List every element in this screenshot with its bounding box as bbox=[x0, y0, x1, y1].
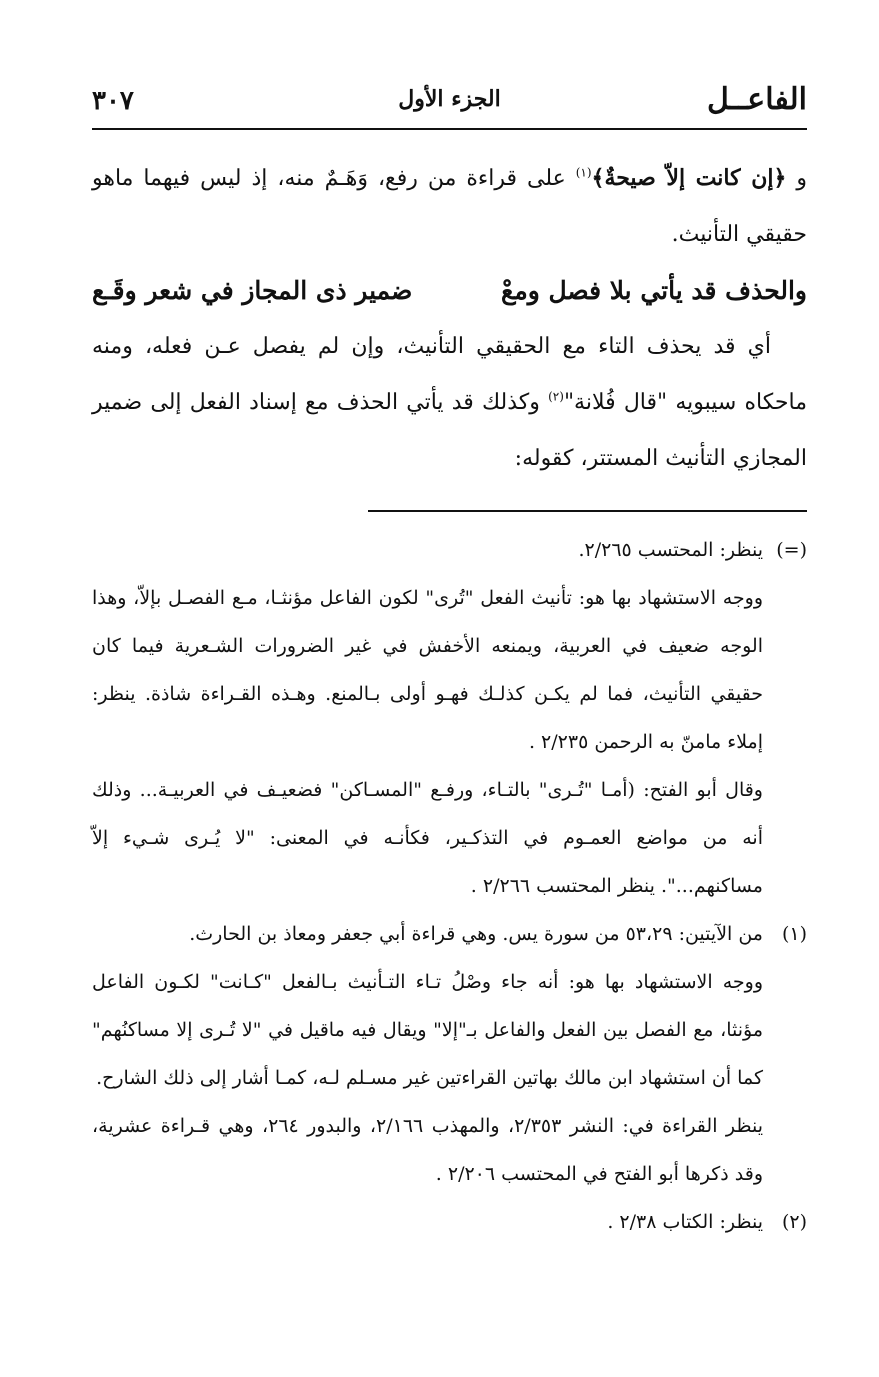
volume-title: الجزء الأول bbox=[398, 86, 501, 112]
footnotes bbox=[92, 526, 807, 1246]
verse-first-hemistich: والحذف قد يأتي بلا فصل ومعْ bbox=[501, 276, 807, 305]
footnote-body bbox=[92, 526, 763, 910]
paragraph-commentary bbox=[92, 319, 807, 487]
footnote-paragraph: وقال أبو الفتح: (أمـا "تُـرى" بالتـاء، ورفـع "المسـاكن" فضعيـف في العربيـة... وذلك أنه من مواضع العمـوم في التذكـير، فكأنـه في المعنى: "لا يُـرى شـيء إلاّ مساكنهم...". ينظر المحتسب ٢/٢٦٦ . bbox=[92, 779, 763, 897]
paragraph-text: على قراءة من رفع، وَهَـمٌ منه، إذ ليس فيهما ماهو حقيقي التأنيث. bbox=[92, 166, 807, 247]
main-text bbox=[92, 150, 807, 487]
footnote bbox=[92, 1198, 807, 1246]
conjunction: و bbox=[796, 166, 808, 191]
footnote-body bbox=[92, 1198, 763, 1246]
page-number: ٣٠٧ bbox=[92, 86, 134, 116]
paragraph-text: وكذلك قد يأتي الحذف مع إسناد الفعل إلى ضمير المجازي التأنيث المستتر، كقوله: bbox=[92, 390, 807, 471]
quran-verse: ﴿إن كانت إلاّ صيحةٌ﴾ bbox=[591, 165, 787, 191]
footnote-paragraph: ينظر: المحتسب ٢/٢٦٥. bbox=[578, 539, 763, 561]
footnote-paragraph: ينظر: الكتاب ٢/٣٨ . bbox=[607, 1211, 763, 1233]
footnote-ref-2: (٢) bbox=[548, 389, 564, 404]
footnote bbox=[92, 526, 807, 910]
running-head bbox=[92, 82, 807, 122]
paragraph-text: أي قد يحذف التاء مع الحقيقي التأنيث، وإن لم يفصل عـن فعله، ومنه ماحكاه سيبويه "قال فُلانة" bbox=[92, 334, 807, 415]
verse-second-hemistich: ضمير ذى المجاز في شعر وقَـع bbox=[92, 276, 413, 305]
footnote-ref-1: (١) bbox=[575, 165, 592, 180]
footnote-paragraph: ينظر القراءة في: النشر ٢/٣٥٣، والمهذب ٢/١٦٦، والبدور ٢٦٤، وهي قـراءة عشرية، وقد ذكرها أبو الفتح في المحتسب ٢/٢٠٦ . bbox=[92, 1115, 763, 1185]
footnote-separator bbox=[368, 510, 807, 512]
footnote bbox=[92, 910, 807, 1198]
poetry-verse bbox=[92, 263, 807, 319]
chapter-title: الفاعــل bbox=[707, 82, 807, 117]
footnote-marker: (١) bbox=[781, 923, 807, 945]
footnote-paragraph: ووجه الاستشهاد بها هو: تأنيث الفعل "تُرى" لكون الفاعل مؤنثـا، مـع الفصـل بإلاّ، وهذا الوجه ضعيف في العربية، ويمنعه الأخفش في غير الضرورات الشـعرية فيما كان حقيقي التأنيث، فما لم يكـن كذلـك فهـو أولى بـالمنع. وهـذه القـراءة شاذة. ينظر: إملاء مامنّ به الرحمن ٢/٢٣٥ . bbox=[92, 587, 763, 753]
paragraph-quran-citation bbox=[92, 150, 807, 263]
footnote-body bbox=[92, 910, 763, 1198]
footnote-paragraph: ووجه الاستشهاد بها هو: أنه جاء وصْلُ تـاء التـأنيث بـالفعل "كـانت" لكـون الفاعل مؤنثا، مع الفصل بين الفعل والفاعل بـ"إلا" ويقال فيه ماقيل في "لا تُـرى إلا مساكنُهم" كما أن استشهاد ابن مالك بهاتين القراءتين غير مسـلم لـه، كمـا أشار إلى ذلك الشارح. bbox=[92, 971, 763, 1089]
footnote-paragraph: من الآيتين: ٥٣،٢٩ من سورة يس. وهي قراءة أبي جعفر ومعاذ بن الحارث. bbox=[189, 923, 763, 945]
header-rule bbox=[92, 128, 807, 130]
footnote-marker: (٢) bbox=[781, 1211, 807, 1233]
footnote-marker: (=) bbox=[776, 539, 807, 561]
